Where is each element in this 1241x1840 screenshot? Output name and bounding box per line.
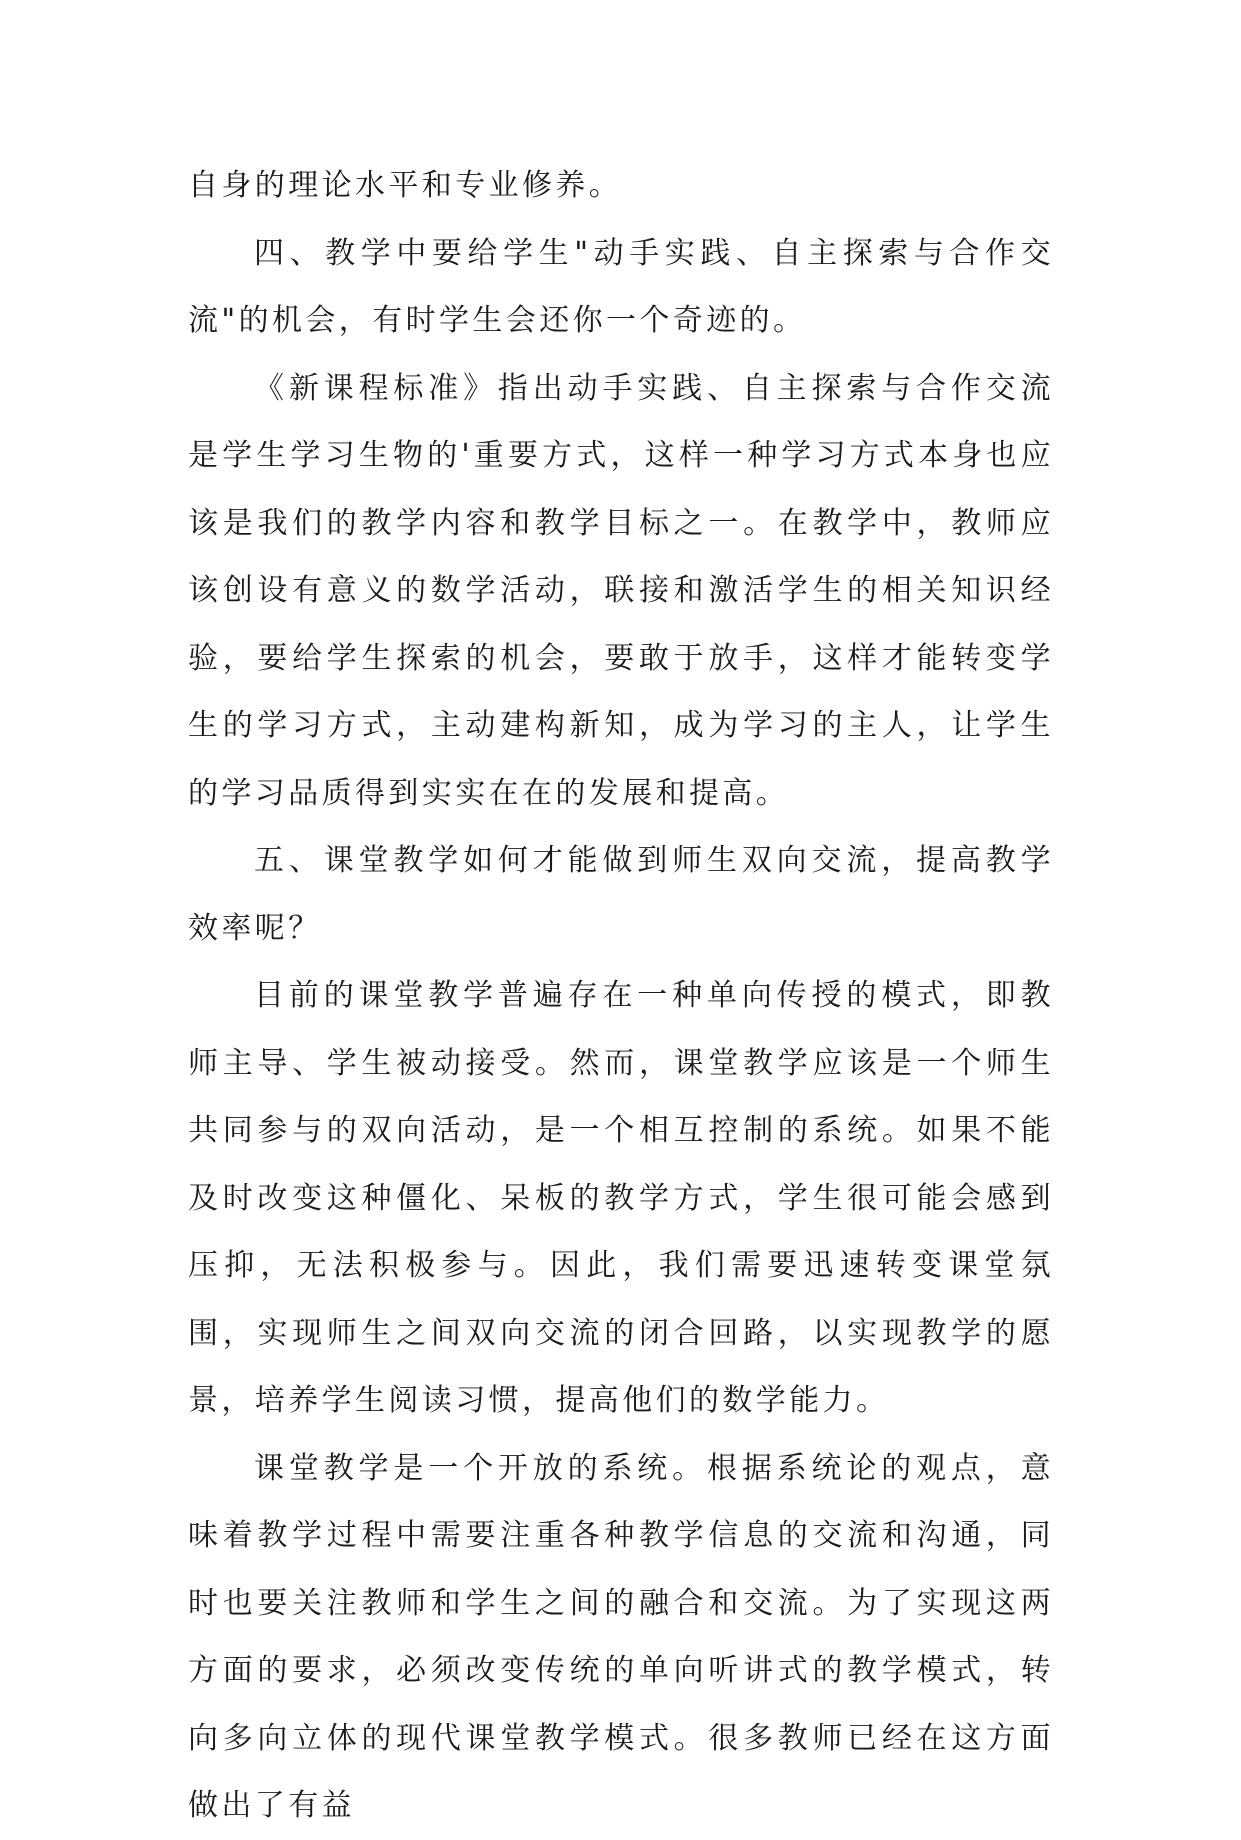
document-body bbox=[188, 152, 1054, 1840]
section-heading-five: 五、课堂教学如何才能做到师生双向交流，提高教学效率呢？ bbox=[188, 843, 1054, 946]
paragraph-continuation: 自身的理论水平和专业修养。 bbox=[188, 168, 623, 203]
paragraph-one-way-teaching: 目前的课堂教学普遍存在一种单向传授的模式，即教师主导、学生被动接受。然而，课堂教学应该是一个师生共同参与的双向活动，是一个相互控制的系统。如果不能及时改变这种僵化、呆板的教学方式，学生很可能会感到压抑，无法积极参与。因此，我们需要迅速转变课堂氛围，实现师生之间双向交流的闭合回路，以实现教学的愿景，培养学生阅读习惯，提高他们的数学能力。 bbox=[188, 978, 1054, 1418]
paragraph-open-system: 课堂教学是一个开放的系统。根据系统论的观点，意味着教学过程中需要注重各种教学信息的交流和沟通，同时也要关注教师和学生之间的融合和交流。为了实现这两方面的要求，必须改变传统的单向听讲式的教学模式，转向多向立体的现代课堂教学模式。很多教师已经在这方面做出了有益 bbox=[188, 1450, 1054, 1823]
section-heading-four: 四、教学中要给学生"动手实践、自主探索与合作交流"的机会，有时学生会还你一个奇迹的。 bbox=[188, 235, 1054, 338]
paragraph-curriculum-standard: 《新课程标准》指出动手实践、自主探索与合作交流是学生学习生物的'重要方式，这样一种学习方式本身也应该是我们的教学内容和教学目标之一。在教学中，教师应该创设有意义的数学活动，联接和激活学生的相关知识经验，要给学生探索的机会，要敢于放手，这样才能转变学生的学习方式，主动建构新知，成为学习的主人，让学生的学习品质得到实实在在的发展和提高。 bbox=[188, 370, 1054, 811]
